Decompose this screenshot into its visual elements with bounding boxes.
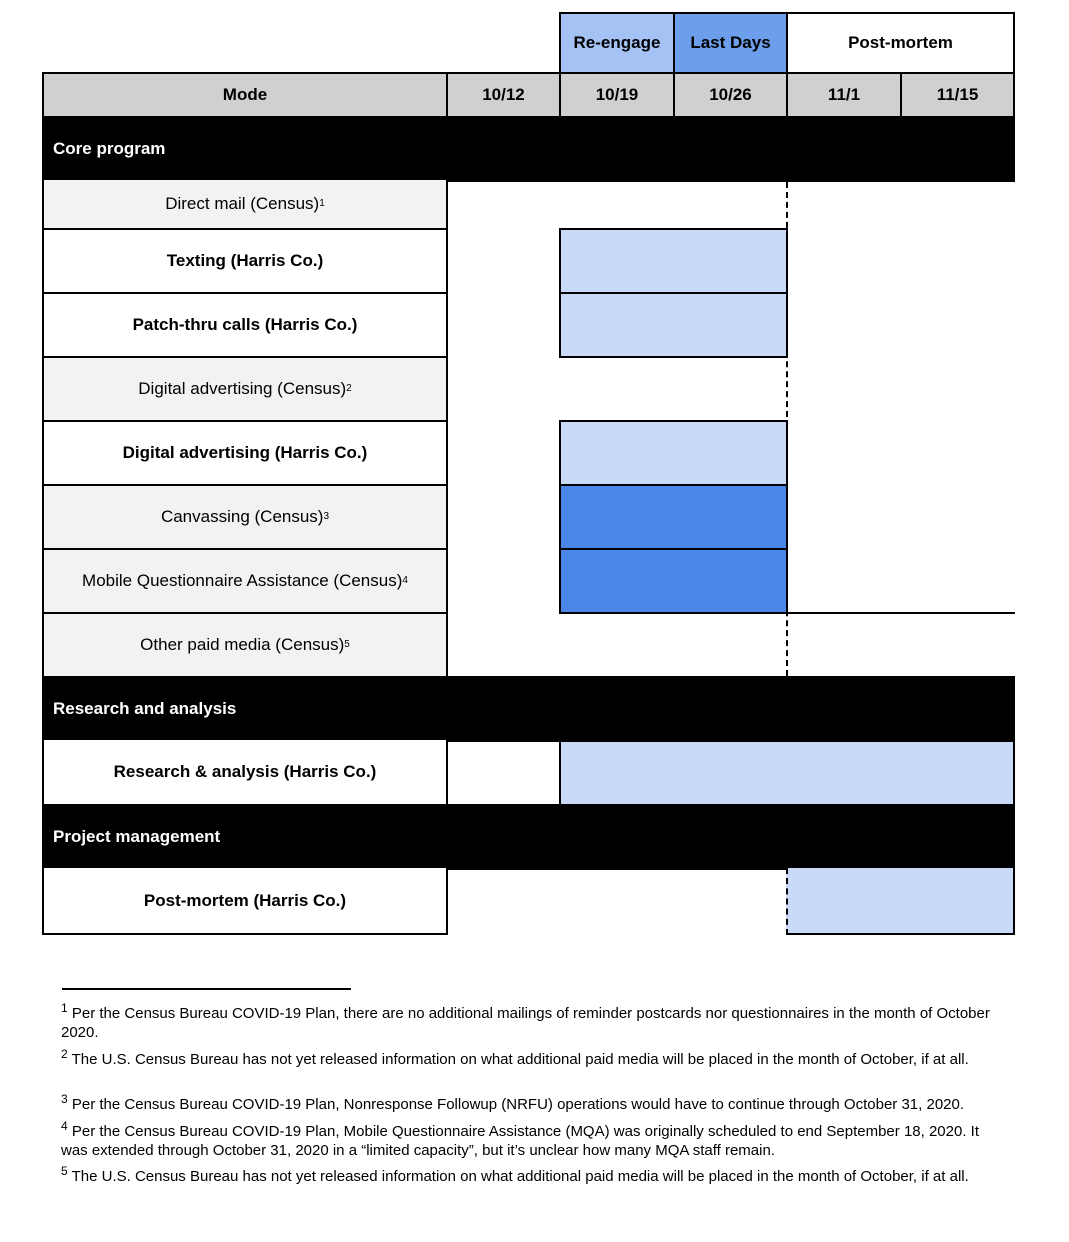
row-label-text: Digital advertising (Harris Co.) [122, 443, 368, 462]
row-label-research-analysis [42, 740, 448, 806]
column-header-date [673, 72, 788, 118]
footnote-text: Per the Census Bureau COVID-19 Plan, Nonresponse Followup (NRFU) operations would have to continue through October 31, 2020. [71, 1096, 965, 1113]
column-header-label: 10/12 [482, 85, 525, 104]
row-label-digital-advertising-harris [42, 420, 448, 486]
row-label-text: Digital advertising (Census) [138, 379, 347, 398]
phase-reengage [559, 12, 675, 74]
row-label-direct-mail: Direct mail (Census) 1 [42, 180, 448, 230]
phase-last-days [673, 12, 788, 74]
footnote-mark: 2 [61, 1047, 68, 1061]
timeline-bar-digital-advertising-harris [559, 420, 788, 486]
footnote-separator [62, 988, 351, 990]
row-label-text: Other paid media (Census) [140, 635, 345, 654]
timeline-bar-patch-thru-calls [559, 292, 788, 358]
row-divider-line [786, 612, 1015, 614]
column-header-label: 10/19 [595, 85, 639, 104]
footnote-1 [61, 1001, 1001, 1042]
column-header-mode [42, 72, 448, 118]
row-label-text: Post-mortem (Harris Co.) [143, 890, 347, 910]
timeline-bar-texting [559, 228, 788, 294]
column-header-date [559, 72, 675, 118]
section-header-project-management [42, 804, 1015, 870]
row-label-texting [42, 228, 448, 294]
row-label-text: Patch-thru calls (Harris Co.) [132, 315, 358, 334]
column-header-label: 11/15 [936, 85, 979, 104]
section-title: Project management [53, 827, 221, 846]
row-label-text: Research & analysis (Harris Co.) [113, 762, 377, 781]
timeline-bar-post-mortem [786, 868, 1015, 935]
footnote-mark: 4 [61, 1119, 68, 1133]
row-label-post-mortem [42, 868, 448, 935]
footnote-mark: 5 [61, 1164, 68, 1178]
deadline-dashed-line [786, 182, 788, 676]
footnote-text: Per the Census Bureau COVID-19 Plan, there are no additional mailings of reminder postcards nor questionnaires in the month of October 2020. [61, 1005, 990, 1041]
footnote-2 [61, 1047, 1001, 1069]
phase-post-mortem-label: Post-mortem [848, 33, 953, 52]
row-label-other-paid-media: Other paid media (Census) 5 [42, 612, 448, 678]
timeline-bar-mobile-questionnaire-assistance [559, 548, 788, 614]
column-header-label: 10/26 [709, 85, 752, 104]
row-label-text: Texting (Harris Co.) [166, 251, 324, 270]
timeline-bar-canvassing [559, 484, 788, 550]
section-header-research-analysis [42, 676, 1015, 742]
row-label-digital-advertising-census: Digital advertising (Census) 2 [42, 356, 448, 422]
phase-last-days-label: Last Days [690, 33, 771, 52]
column-header-label: 11/1 [827, 85, 861, 104]
footnote-5 [61, 1164, 1001, 1186]
section-title: Core program [53, 139, 166, 158]
footnote-3 [61, 1092, 1001, 1114]
column-header-date [446, 72, 561, 118]
column-header-mode-label: Mode [222, 85, 268, 104]
section-title: Research and analysis [53, 699, 237, 718]
timeline-bar-research-analysis [559, 740, 1015, 806]
row-label-mobile-questionnaire-assistance: Mobile Questionnaire Assistance (Census) 4 [42, 548, 448, 614]
row-label-text: Direct mail (Census) [165, 194, 320, 213]
footnote-text: Per the Census Bureau COVID-19 Plan, Mobile Questionnaire Assistance (MQA) was originally scheduled to end September 18, 2020. It was extended through October 31, 2020 in a “limited capacity”, but it’s unclear how many MQA staff remain. [61, 1123, 980, 1159]
footnote-text: The U.S. Census Bureau has not yet released information on what additional paid media will be placed in the month of October, if at all. [71, 1168, 969, 1185]
column-header-date [900, 72, 1015, 118]
phase-post-mortem [786, 12, 1015, 74]
column-header-date [786, 72, 902, 118]
row-label-patch-thru-calls [42, 292, 448, 358]
footnote-text: The U.S. Census Bureau has not yet released information on what additional paid media will be placed in the month of October, if at all. [71, 1051, 969, 1068]
row-label-canvassing: Canvassing (Census) 3 [42, 484, 448, 550]
footnote-mark: 1 [61, 1001, 68, 1015]
row-label-text: Canvassing (Census) [160, 507, 324, 526]
footnote-mark: 3 [61, 1092, 68, 1106]
phase-reengage-label: Re-engage [573, 33, 661, 52]
footnote-4 [61, 1119, 1001, 1160]
row-label-text: Mobile Questionnaire Assistance (Census) [82, 571, 403, 590]
section-header-core-program [42, 116, 1015, 182]
